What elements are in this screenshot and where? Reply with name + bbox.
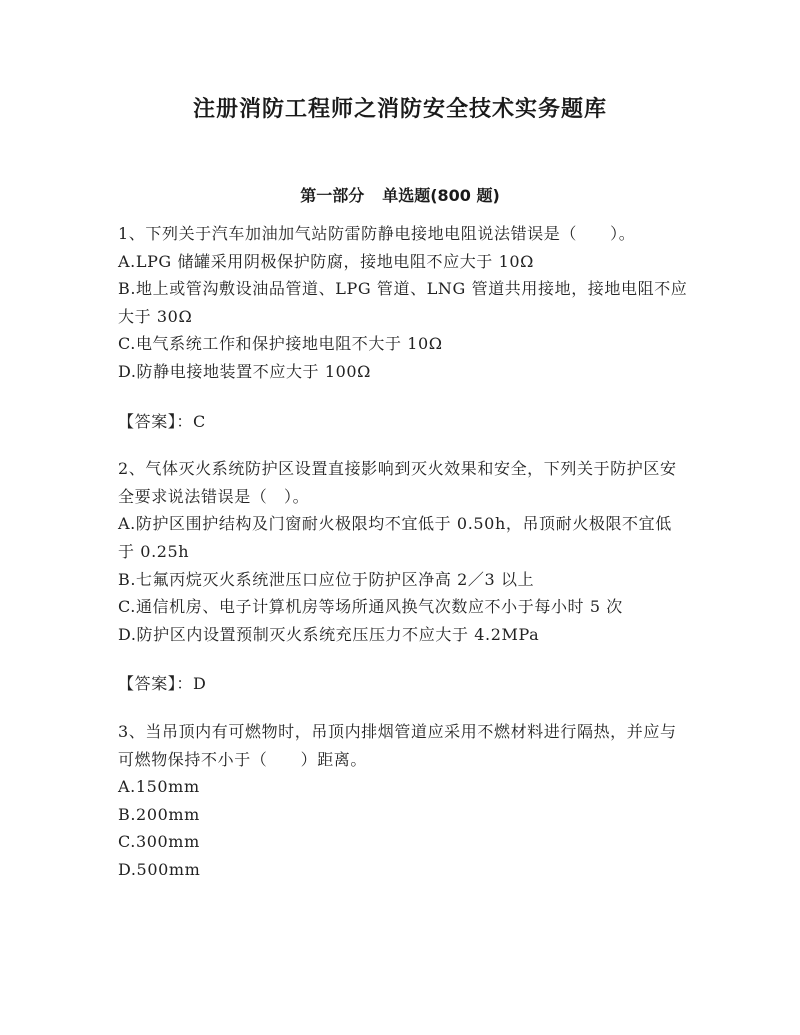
option-d: D.500mm	[118, 859, 201, 879]
question-list	[118, 220, 688, 883]
option-c: C.通信机房、电子计算机房等场所通风换气次数应不小于每小时 5 次	[118, 597, 623, 617]
option-c: C.300mm	[118, 832, 200, 852]
answer-value: C	[193, 411, 206, 431]
option-b: B.地上或管沟敷设油品管道、LPG 管道、LNG 管道共用接地，接地电阻不应大于 30Ω	[118, 279, 688, 326]
option-a: A.防护区围护结构及门窗耐火极限均不宜低于 0.50h，吊顶耐火极限不宜低于 0.25h	[118, 514, 672, 561]
answer-line	[118, 670, 688, 698]
section-part: 第一部分	[300, 186, 365, 205]
answer-value: D	[193, 674, 207, 694]
section-name: 单选题(800 题)	[382, 186, 500, 205]
question-2	[118, 455, 688, 698]
question-stem: 1、下列关于汽车加油加气站防雷防静电接地电阻说法错误是（ ）。	[118, 224, 636, 243]
option-b: B.200mm	[118, 804, 200, 824]
option-a: A.LPG 储罐采用阴极保护防腐，接地电阻不应大于 10Ω	[118, 251, 535, 271]
document-title: 注册消防工程师之消防安全技术实务题库	[192, 97, 607, 122]
option-c: C.电气系统工作和保护接地电阻不大于 10Ω	[118, 334, 443, 354]
question-1	[118, 220, 688, 435]
option-d: D.防静电接地装置不应大于 100Ω	[118, 361, 372, 381]
option-b: B.七氟丙烷灭火系统泄压口应位于防护区净高 2／3 以上	[118, 569, 535, 589]
answer-line	[118, 408, 688, 436]
option-d: D.防护区内设置预制灭火系统充压压力不应大于 4.2MPa	[118, 624, 540, 644]
question-3	[118, 718, 688, 884]
option-a: A.150mm	[118, 777, 200, 797]
answer-label: 【答案】：	[118, 411, 194, 431]
question-stem: 3、当吊顶内有可燃物时，吊顶内排烟管道应采用不燃材料进行隔热，并应与可燃物保持不小于（ ）距离。	[118, 721, 677, 769]
section-title	[0, 183, 800, 206]
answer-label: 【答案】：	[118, 674, 194, 694]
question-stem: 2、气体灭火系统防护区设置直接影响到灭火效果和安全，下列关于防护区安全要求说法错误是（ ）。	[118, 459, 677, 506]
